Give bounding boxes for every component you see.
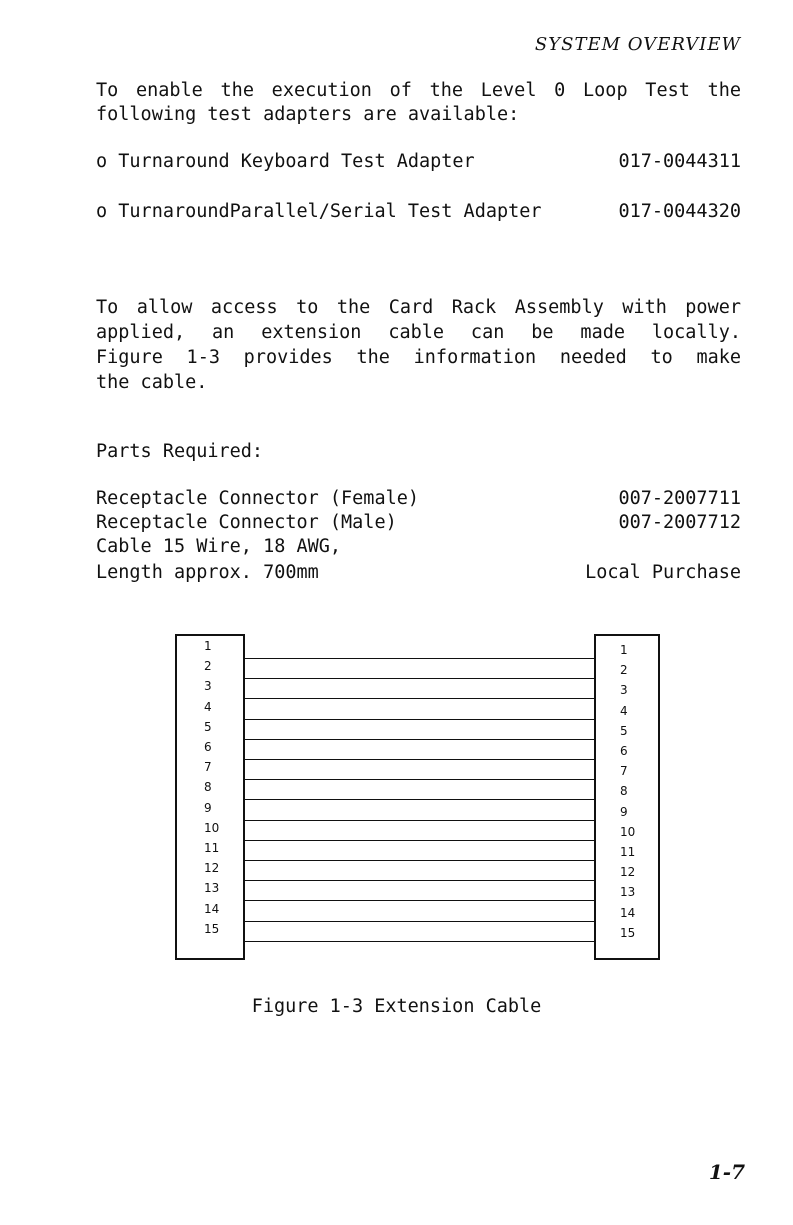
left-pin-label: 11 <box>204 841 220 855</box>
parts-heading: Parts Required: <box>96 441 264 462</box>
left-pin-label: 5 <box>204 719 212 734</box>
left-pin-label: 15 <box>204 921 220 936</box>
part-description: Length approx. 700mm <box>96 562 319 583</box>
left-pin-label: 4 <box>204 699 212 714</box>
wire <box>243 739 596 740</box>
intro-line: following test adapters are available: <box>96 104 520 125</box>
adapter-name <box>96 150 475 174</box>
adapter-item <box>96 150 741 174</box>
right-pin-label: 12 <box>620 865 636 880</box>
left-pin-label: 10 <box>204 820 220 835</box>
wire <box>243 698 596 699</box>
left-pin-label: 7 <box>204 760 212 775</box>
wire <box>243 921 596 922</box>
wire <box>243 820 596 821</box>
wire <box>243 840 596 841</box>
wire <box>243 719 596 720</box>
right-pin-label: 4 <box>620 703 628 718</box>
wire <box>243 799 596 800</box>
right-pin-label: 8 <box>620 784 628 799</box>
wire <box>243 900 596 901</box>
part-number: 007-2007711 <box>618 488 741 509</box>
left-pin-label: 9 <box>204 800 212 815</box>
right-pin-label: 14 <box>620 905 636 920</box>
adapter-part-number: 017-0044320 <box>618 201 741 222</box>
parts-item <box>96 487 741 511</box>
wire <box>243 658 596 659</box>
right-pin-label: 5 <box>620 723 628 738</box>
section-header: SYSTEM OVERVIEW <box>534 34 741 55</box>
access-paragraph <box>96 295 741 395</box>
part-description: Receptacle Connector (Female) <box>96 488 420 509</box>
right-pin-label: 3 <box>620 683 628 698</box>
part-number: 007-2007712 <box>618 512 741 533</box>
left-pin-label: 3 <box>204 679 212 694</box>
adapter-name <box>96 200 542 224</box>
wire <box>243 860 596 861</box>
access-line: To allow access to the Card Rack Assembly with power <box>96 297 741 318</box>
bullet: o <box>96 201 108 222</box>
right-pin-label: 1 <box>620 643 628 657</box>
parts-item <box>96 561 741 585</box>
figure-caption: Figure 1-3 Extension Cable <box>251 996 542 1017</box>
left-pin-label: 6 <box>204 740 212 754</box>
page-number: 1-7 <box>708 1160 745 1184</box>
left-pin-label: 14 <box>204 901 220 916</box>
parts-item <box>96 511 741 535</box>
right-pin-label: 15 <box>620 925 636 940</box>
left-pin-label: 1 <box>204 639 212 653</box>
access-line: applied, an extension cable can be made locally. <box>96 322 741 343</box>
access-line: Figure 1-3 provides the information needed to make <box>96 347 741 368</box>
intro-paragraph <box>96 79 741 127</box>
right-pin-label: 2 <box>620 663 628 678</box>
intro-line: To enable the execution of the Level 0 Loop Test the <box>96 80 741 101</box>
wire <box>243 880 596 881</box>
part-description: Receptacle Connector (Male) <box>96 512 397 533</box>
left-pin-label: 13 <box>204 881 220 896</box>
wire <box>243 759 596 760</box>
right-pin-label: 6 <box>620 744 628 758</box>
bullet: o <box>96 151 108 172</box>
wire <box>243 779 596 780</box>
adapter-part-number: 017-0044311 <box>618 151 741 172</box>
access-line: the cable. <box>96 372 208 393</box>
left-pin-label: 12 <box>204 861 220 876</box>
left-pin-label: 2 <box>204 659 212 674</box>
adapter-label: Turnaround Keyboard Test Adapter <box>118 151 475 172</box>
wire <box>243 941 596 942</box>
right-pin-label: 9 <box>620 804 628 819</box>
right-pin-label: 11 <box>620 845 636 859</box>
adapter-label: TurnaroundParallel/Serial Test Adapter <box>118 201 542 222</box>
part-description: Cable 15 Wire, 18 AWG, <box>96 536 342 557</box>
left-pin-label: 8 <box>204 780 212 795</box>
right-pin-label: 10 <box>620 824 636 839</box>
adapter-item <box>96 200 741 224</box>
parts-item <box>96 535 741 559</box>
right-pin-label: 7 <box>620 764 628 779</box>
wire <box>243 678 596 679</box>
right-pin-label: 13 <box>620 885 636 900</box>
part-number: Local Purchase <box>585 562 741 583</box>
